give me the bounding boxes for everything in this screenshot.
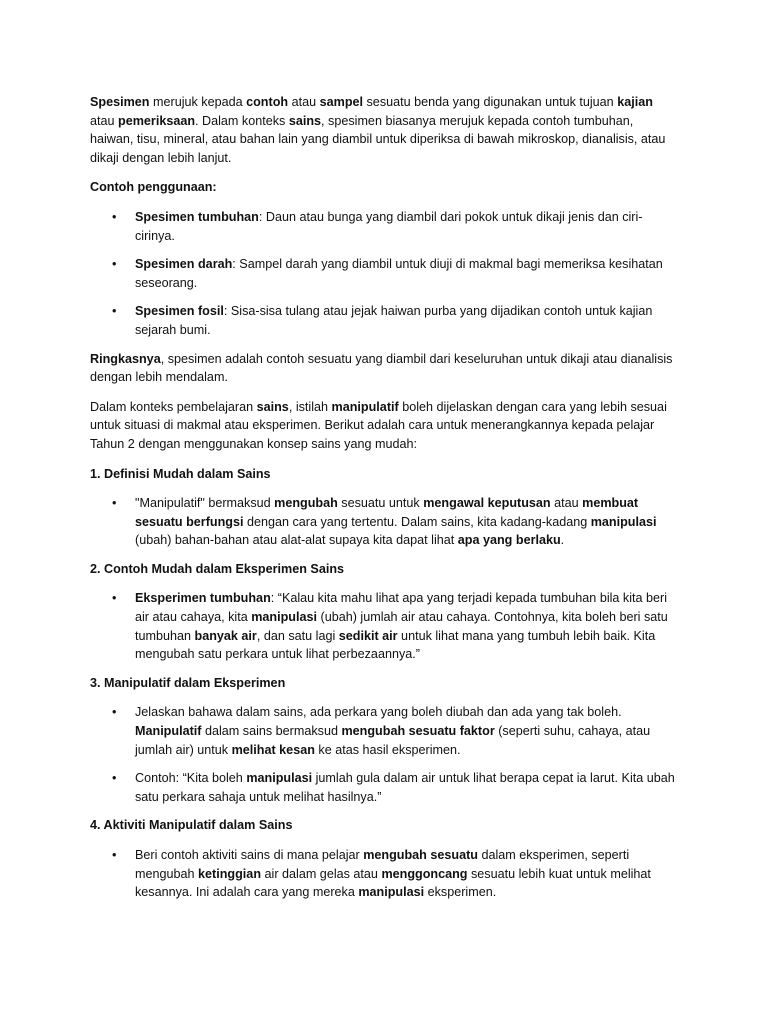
- text-run: , spesimen adalah contoh sesuatu yang diambil dari keseluruhan untuk dikaji atau dianalisis dengan lebih mendalam.: [90, 351, 673, 385]
- bold-term: menggoncang: [381, 866, 468, 881]
- list-item: [90, 703, 678, 759]
- text-run: untuk lihat mana yang tumbuh lebih baik. Kita mengubah satu perkara untuk lihat perbezaannya.”: [135, 628, 656, 662]
- text-run: (seperti suhu, cahaya, atau jumlah air) untuk: [135, 724, 651, 757]
- text-run: eksperimen.: [424, 885, 497, 900]
- list-item: [90, 255, 678, 292]
- bold-term: sedikit air: [338, 628, 398, 643]
- list-item: [90, 846, 678, 902]
- text-run: dengan cara yang tertentu. Dalam sains, kita kadang-kadang: [243, 514, 591, 529]
- bold-term: Spesimen: [90, 95, 150, 109]
- section-heading: 2. Contoh Mudah dalam Eksperimen Sains: [90, 561, 345, 576]
- text-run: sesuatu benda yang digunakan untuk tujuan: [363, 95, 618, 109]
- text-run: (ubah) bahan-bahan atau alat-alat supaya kita dapat lihat: [135, 533, 458, 548]
- bold-term: sampel: [319, 95, 364, 109]
- text-run: air dalam gelas atau: [261, 866, 382, 881]
- text-run: .: [560, 533, 565, 548]
- text-run: Dalam konteks pembelajaran: [90, 399, 257, 414]
- summary-paragraph: [90, 350, 678, 387]
- context-paragraph: [90, 398, 678, 454]
- bold-term: pemeriksaan: [118, 113, 196, 128]
- bold-term: Spesimen fosil: [135, 304, 224, 319]
- bold-term: banyak air: [194, 628, 257, 643]
- section-heading: 1. Definisi Mudah dalam Sains: [90, 466, 271, 481]
- bold-term: sains: [288, 113, 322, 128]
- list-item: [90, 589, 678, 663]
- bold-term: mengubah: [274, 496, 338, 511]
- list-item: [90, 208, 678, 245]
- text-run: : Sisa-sisa tulang atau jejak haiwan purba yang dijadikan contoh untuk kajian sejarah bumi.: [135, 304, 653, 337]
- text-run: Beri contoh aktiviti sains di mana pelajar: [135, 848, 364, 862]
- text-run: : Daun atau bunga yang diambil dari pokok untuk dikaji jenis dan ciri-cirinya.: [135, 209, 643, 243]
- bold-term: membuat sesuatu berfungsi: [135, 496, 639, 529]
- text-run: , dan satu lagi: [256, 628, 339, 643]
- text-run: : Sampel darah yang diambil untuk diuji di makmal bagi memeriksa kesihatan seseorang.: [135, 257, 663, 290]
- bold-term: apa yang berlaku: [457, 533, 561, 548]
- bold-term: melihat kesan: [231, 742, 315, 757]
- text-run: Contoh: “Kita boleh: [135, 771, 247, 786]
- section-list: [90, 589, 678, 663]
- section-heading: 3. Manipulatif dalam Eksperimen: [90, 675, 286, 690]
- section-list: [90, 846, 678, 902]
- bold-term: ketinggian: [198, 866, 262, 881]
- intro-paragraph: [90, 93, 678, 167]
- bold-term: kajian: [617, 95, 653, 109]
- text-run: atau: [288, 95, 320, 109]
- bullet-icon: •: [112, 771, 117, 786]
- text-run: dalam eksperimen, seperti mengubah: [135, 848, 630, 881]
- text-run: : “Kalau kita mahu lihat apa yang terjadi kepada tumbuhan bila kita beri air atau cahaya, kita: [135, 591, 668, 625]
- text-run: . Dalam konteks: [195, 113, 289, 128]
- bold-term: Spesimen tumbuhan: [135, 209, 259, 224]
- bullet-icon: •: [112, 304, 117, 319]
- text-run: sesuatu lebih kuat untuk melihat kesannya. Ini adalah cara yang mereka: [135, 866, 651, 900]
- text-run: Jelaskan bahawa dalam sains, ada perkara yang boleh diubah dan ada yang tak boleh.: [135, 705, 622, 720]
- text-run: atau: [90, 113, 119, 128]
- bold-term: mengubah sesuatu: [363, 848, 478, 862]
- text-run: atau: [550, 496, 583, 511]
- list-item: [90, 302, 678, 339]
- bold-term: manipulasi: [251, 610, 318, 625]
- text-run: ke atas hasil eksperimen.: [314, 742, 461, 757]
- bullet-icon: •: [112, 257, 117, 272]
- text-run: dalam sains bermaksud: [201, 724, 342, 739]
- usage-list: [90, 208, 678, 340]
- bold-term: Ringkasnya: [90, 351, 161, 366]
- list-item: [90, 494, 678, 550]
- bullet-icon: •: [112, 591, 117, 606]
- bold-term: manipulasi: [590, 514, 657, 529]
- text-run: , spesimen biasanya merujuk kepada contoh tumbuhan, haiwan, tisu, mineral, atau bahan lain yang diambil untuk diperiksa di bawah mikroskop, dianalisis, atau dikaji dengan lebih lanjut.: [90, 113, 666, 165]
- text-run: "Manipulatif" bermaksud: [135, 496, 275, 511]
- bullet-icon: •: [112, 496, 117, 511]
- bold-term: mengawal keputusan: [423, 496, 551, 511]
- text-run: jumlah gula dalam air untuk lihat berapa cepat ia larut. Kita ubah satu perkara sahaja untuk melihat hasilnya.”: [135, 771, 675, 804]
- section-list: [90, 703, 678, 806]
- bold-term: Manipulatif: [135, 724, 202, 739]
- section-list: [90, 494, 678, 550]
- bold-term: mengubah sesuatu faktor: [341, 724, 495, 739]
- section-heading: 4. Aktiviti Manipulatif dalam Sains: [90, 818, 293, 833]
- bold-term: sains: [256, 399, 289, 414]
- list-item: [90, 769, 678, 806]
- text-run: boleh dijelaskan dengan cara yang lebih sesuai untuk situasi di makmal atau eksperimen. Berikut adalah cara untuk menerangkannya kepada pelajar Tahun 2 dengan menggunakan konsep sains yang mudah:: [90, 399, 667, 451]
- bold-term: manipulatif: [331, 399, 399, 414]
- text-run: sesuatu untuk: [337, 496, 424, 511]
- usage-heading: Contoh penggunaan:: [90, 180, 217, 195]
- bold-term: Eksperimen tumbuhan: [135, 591, 271, 606]
- text-run: (ubah) jumlah air atau cahaya. Contohnya, kita boleh beri satu tumbuhan: [135, 610, 668, 643]
- sections: [90, 465, 678, 902]
- bold-term: manipulasi: [246, 771, 313, 786]
- text-run: merujuk kepada: [149, 95, 247, 109]
- bold-term: Spesimen darah: [135, 257, 233, 272]
- bullet-icon: •: [112, 209, 117, 224]
- bullet-icon: •: [112, 848, 117, 862]
- bold-term: manipulasi: [358, 885, 425, 900]
- bullet-icon: •: [112, 705, 117, 720]
- bold-term: contoh: [246, 95, 289, 109]
- text-run: , istilah: [288, 399, 332, 414]
